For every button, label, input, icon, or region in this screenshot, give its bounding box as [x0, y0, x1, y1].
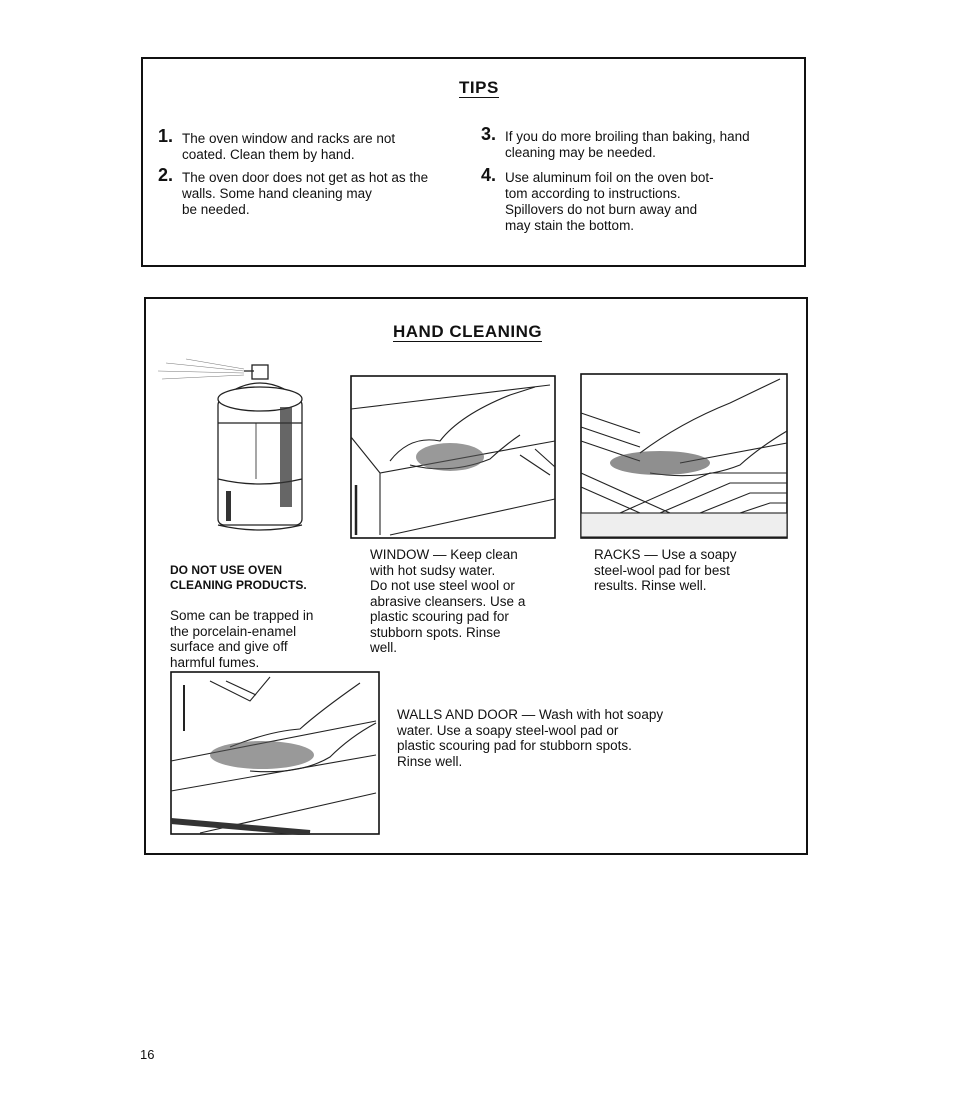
racks-cleaning-illustration [580, 373, 788, 539]
warning-text: Some can be trapped in the porcelain-enamel surface and give off harmful fumes. [170, 608, 314, 670]
walls-door-caption: WALLS AND DOOR — Wash with hot soapy water. Use a soapy steel-wool pad or plastic scouring pad for stubborn spots. Rinse well. [397, 707, 664, 769]
hand-cleaning-box [144, 297, 808, 855]
tips-box [141, 57, 806, 267]
tip-number: 4. [481, 165, 497, 185]
tip-text: Use aluminum foil on the oven bot- tom according to instructions. Spillovers do not burn away and may stain the bottom. [505, 170, 714, 233]
tip-item-4 [481, 165, 805, 234]
page-number: 16 [140, 1047, 155, 1062]
window-cleaning-illustration [350, 375, 556, 539]
tip-item-2 [158, 165, 462, 218]
tips-title: TIPS [459, 78, 499, 97]
warning-caption [170, 547, 350, 670]
tip-number: 2. [158, 165, 174, 185]
tip-text: The oven window and racks are not coated. Clean them by hand. [182, 131, 396, 162]
tip-number: 3. [481, 124, 497, 144]
walls-door-cleaning-illustration [170, 671, 380, 835]
tip-item-3 [481, 124, 805, 161]
tip-number: 1. [158, 126, 174, 146]
tip-text: The oven door does not get as hot as the walls. Some hand cleaning may be needed. [182, 170, 429, 217]
window-caption: WINDOW — Keep clean with hot sudsy water. Do not use steel wool or abrasive cleansers. Use a plastic scouring pad for stubborn spots. Rinse well. [370, 547, 526, 655]
warning-title: DO NOT USE OVEN CLEANING PRODUCTS. [170, 562, 307, 592]
hand-cleaning-title: HAND CLEANING [393, 322, 543, 341]
spray-can-illustration [156, 351, 306, 531]
racks-caption: RACKS — Use a soapy steel-wool pad for best results. Rinse well. [594, 547, 737, 593]
tip-item-1 [158, 126, 442, 163]
tip-text: If you do more broiling than baking, hand cleaning may be needed. [505, 129, 750, 160]
